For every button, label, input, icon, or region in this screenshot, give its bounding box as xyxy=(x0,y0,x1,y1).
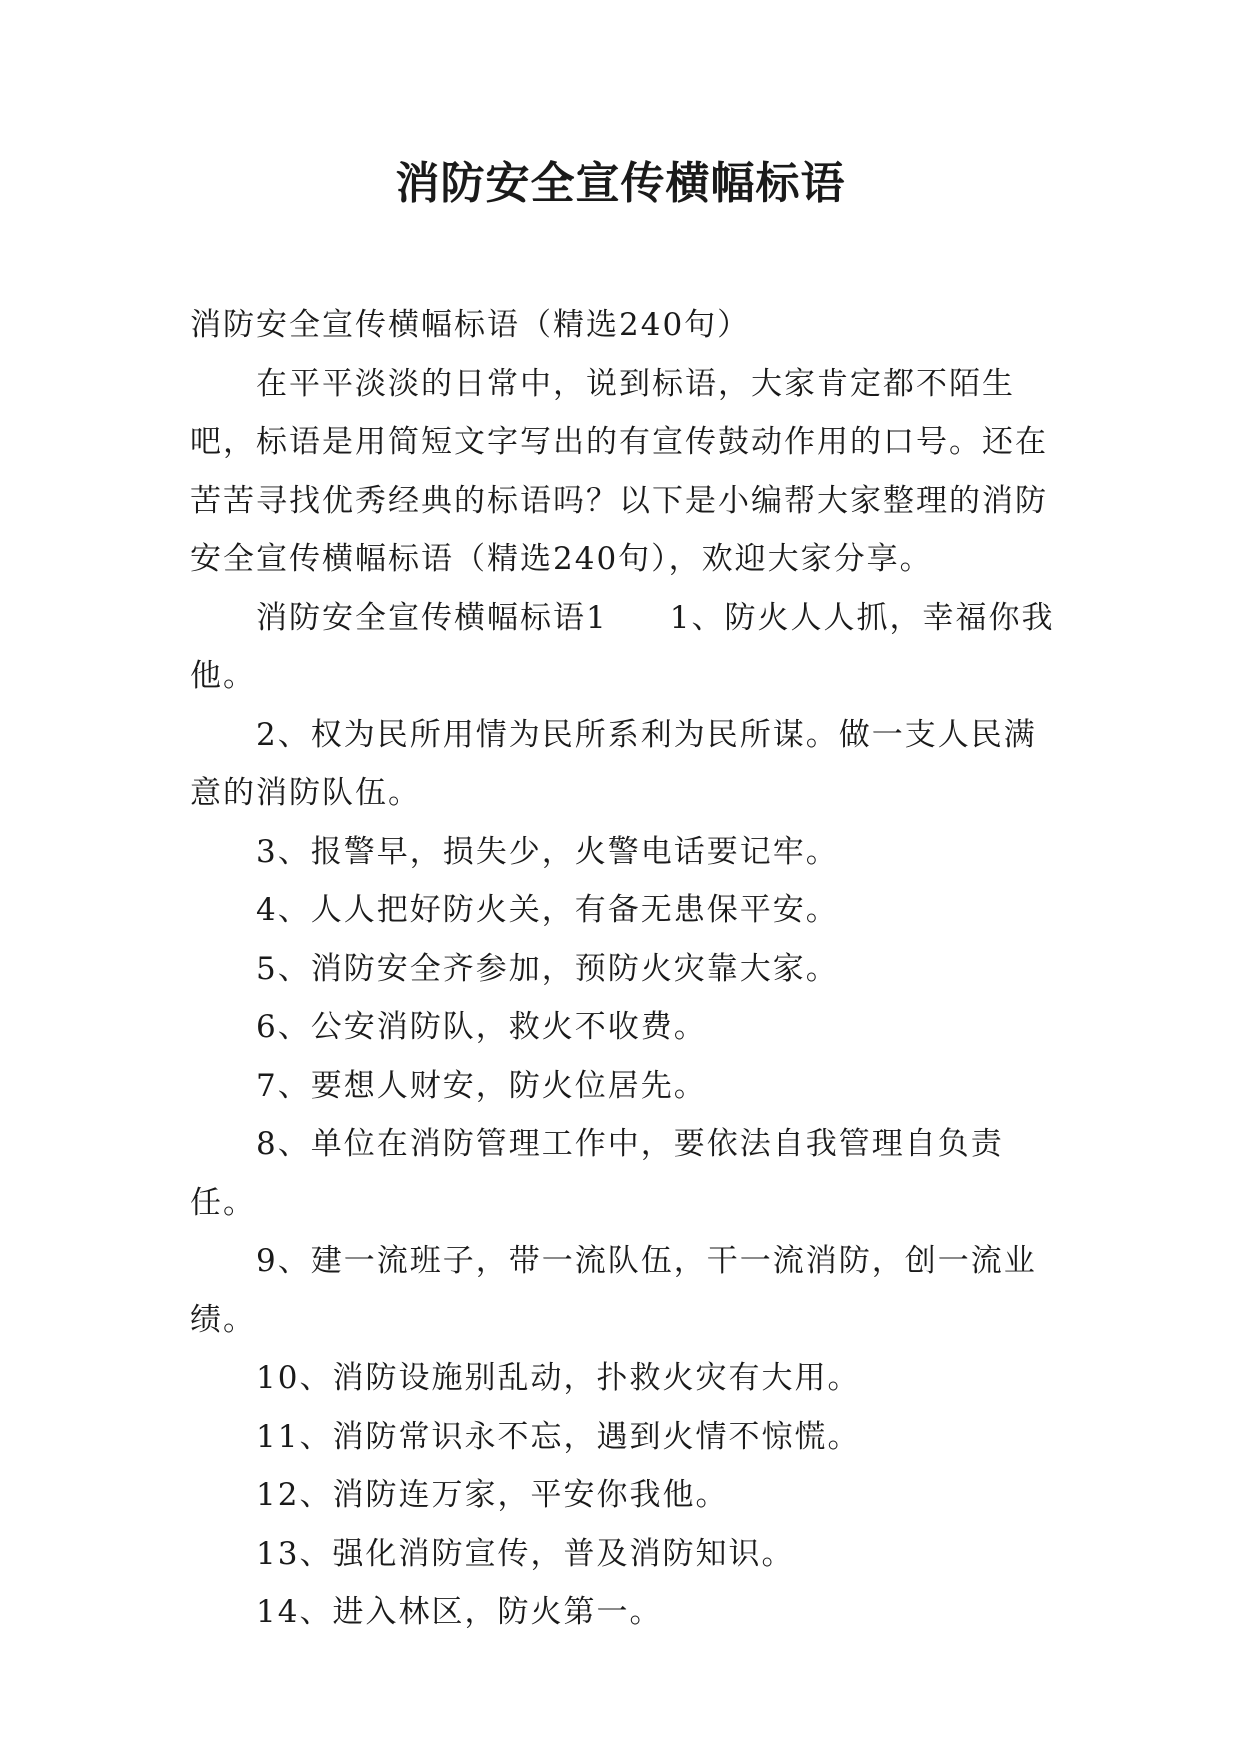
slogan-item: 10、消防设施别乱动，扑救火灾有大用。 xyxy=(256,1360,861,1396)
slogan-item: 14、进入林区，防火第一。 xyxy=(256,1594,663,1630)
slogan-item: 1、防火人人抓，幸福你我他。 xyxy=(190,599,1055,694)
section-paragraph xyxy=(190,589,1060,706)
document-title: 消防安全宣传横幅标语 xyxy=(395,158,846,209)
document-subtitle: 消防安全宣传横幅标语（精选240句） xyxy=(190,307,751,343)
slogan-item: 12、消防连万家，平安你我他。 xyxy=(256,1477,729,1513)
slogan-item: 11、消防常识永不忘，遇到火情不惊慌。 xyxy=(256,1418,861,1455)
slogan-item: 7、要想人财安，防火位居先。 xyxy=(256,1067,707,1104)
document-body xyxy=(190,296,1060,1642)
slogan-item: 8、单位在消防管理工作中，要依法自我管理自负责任。 xyxy=(190,1126,1004,1221)
slogan-item: 6、公安消防队，救火不收费。 xyxy=(256,1009,707,1045)
slogan-item: 3、报警早，损失少，火警电话要记牢。 xyxy=(256,833,839,870)
slogan-item: 13、强化消防宣传，普及消防知识。 xyxy=(256,1535,795,1572)
slogan-item: 4、人人把好防火关，有备无患保平安。 xyxy=(256,892,839,928)
intro-paragraph: 在平平淡淡的日常中，说到标语，大家肯定都不陌生吧，标语是用简短文字写出的有宣传鼓动作用的口号。还在苦苦寻找优秀经典的标语吗？以下是小编帮大家整理的消防安全宣传横幅标语（精选240句），欢迎大家分享。 xyxy=(190,365,1048,577)
slogan-item: 5、消防安全齐参加，预防火灾靠大家。 xyxy=(256,950,839,987)
slogan-item: 2、权为民所用情为民所系利为民所谋。做一支人民满意的消防队伍。 xyxy=(190,716,1037,811)
slogan-item: 9、建一流班子，带一流队伍，干一流消防，创一流业绩。 xyxy=(190,1243,1037,1338)
section-heading: 消防安全宣传横幅标语1 xyxy=(256,599,608,636)
